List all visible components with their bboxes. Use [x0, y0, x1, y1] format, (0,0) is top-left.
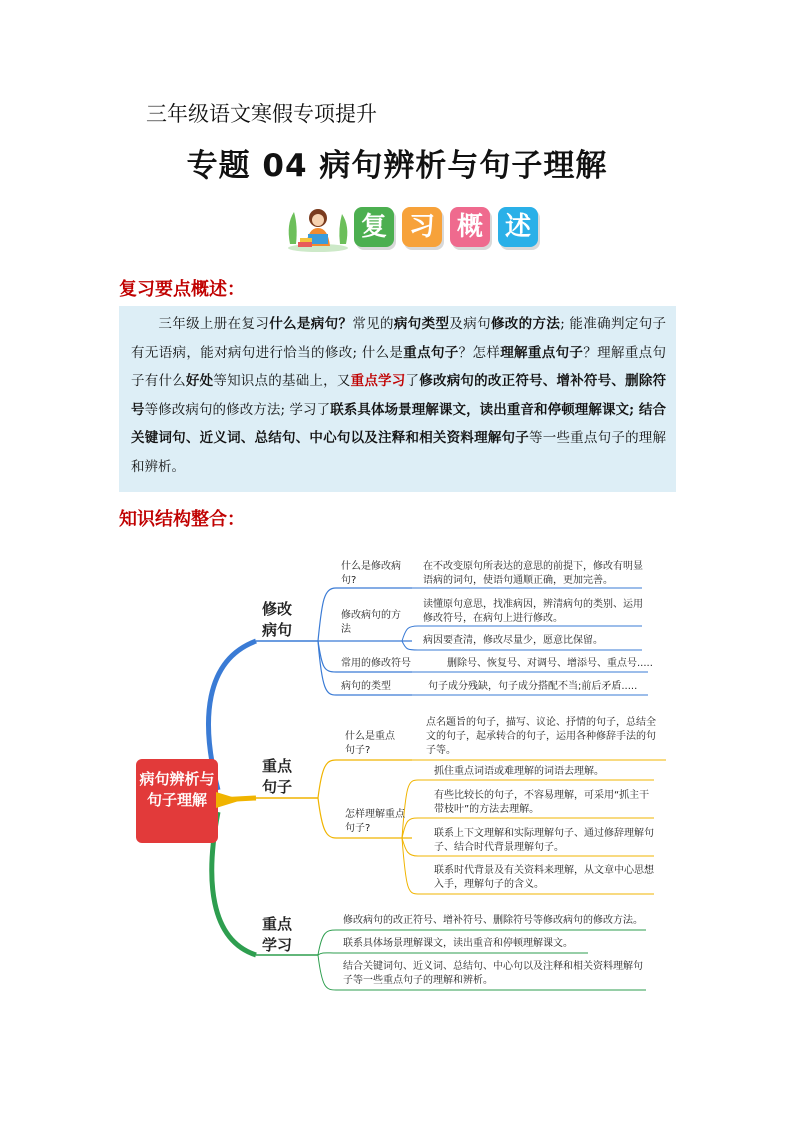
subtitle: 三年级语文寒假专项提升: [146, 102, 377, 126]
detail-common-symbols: 删除号、恢复号、对调号、增添号、重点号.....: [447, 658, 653, 669]
banner-char-2: 习: [402, 207, 442, 247]
node-sentence-types: 病句的类型: [341, 681, 391, 692]
page-title: 专题 04 病句辨析与句子理解: [186, 148, 608, 184]
center-arrow: [216, 790, 246, 810]
structure-heading: 知识结构整合：: [119, 509, 245, 530]
banner-char-3: 概: [450, 207, 490, 247]
detail-key-learning-1: 修改病句的改正符号、增补符号、删除符号等修改病句的修改方法。: [343, 915, 643, 926]
banner-char-1: 复: [354, 207, 394, 247]
detail-how-1: 抓住重点词语或难理解的词语去理解。: [434, 766, 604, 777]
node-what-is-key: 什么是重点句子?: [345, 731, 395, 756]
banner-char-4: 述: [498, 207, 538, 247]
detail-key-learning-2: 联系具体场景理解课文，读出重音和停顿理解课文。: [343, 938, 573, 949]
detail-how-4: 联系时代背景及有关资料来理解，从文章中心思想入手，理解句子的含义。: [434, 865, 654, 890]
node-common-symbols: 常用的修改符号: [341, 658, 411, 669]
detail-how-3: 联系上下文理解和实际理解句子、通过修辞理解句子、结合时代背景理解句子。: [434, 828, 654, 853]
node-what-is-modify: 什么是修改病句?: [341, 561, 401, 586]
detail-what-is-modify: 在不改变原句所表达的意思的前提下，修改有明显语病的词句，使语句通顺正确，更加完善。: [423, 561, 643, 586]
center-node: 病句辨析与句子理解: [136, 759, 218, 843]
detail-modify-method-1: 读懂原句意思，找准病因，辨清病句的类别、运用修改符号，在病句上进行修改。: [423, 599, 643, 624]
summary-heading: 复习要点概述：: [119, 279, 245, 300]
detail-modify-method-2: 病因要查清，修改尽量少，愿意比保留。: [423, 635, 603, 646]
detail-what-is-key: 点名题旨的句子，描写、议论、抒情的句子，总结全文的句子，起承转合的句子，运用各种修辞手法的句子等。: [426, 717, 656, 756]
summary-box: 三年级上册在复习什么是病句？常见的病句类型及病句修改的方法; 能准确判定句子有无语病，能对病句进行恰当的修改; 什么是重点句子？怎样理解重点句子？理解重点句子有什么好处等知识点的基础上，又重点学习了修改病句的改正符号、增补符号、删除符号等修改病句的修改方法; 学习了联系具体场景理解课文，读出重音和停顿理解课文; 结合关键词句、近义词、总结句、中心句以及注释和相关资料理解句子等一些重点句子的理解和辨析。: [119, 306, 676, 492]
node-modify-method: 修改病句的方法: [341, 610, 401, 635]
branch-key-sentence: 重点句子: [262, 757, 293, 796]
detail-key-learning-3: 结合关键词句、近义词、总结句、中心句以及注释和相关资料理解句子等一些重点句子的理解和辨析。: [343, 961, 643, 986]
branch-modify-sentence: 修改病句: [262, 600, 293, 639]
detail-sentence-types: 句子成分残缺，句子成分搭配不当;前后矛盾.....: [428, 681, 638, 692]
detail-how-2: 有些比较长的句子，不容易理解，可采用“抓主干带枝叶”的方法去理解。: [434, 790, 650, 815]
node-how-understand: 怎样理解重点句子?: [345, 809, 405, 834]
branch-key-learning: 重点学习: [262, 915, 293, 954]
